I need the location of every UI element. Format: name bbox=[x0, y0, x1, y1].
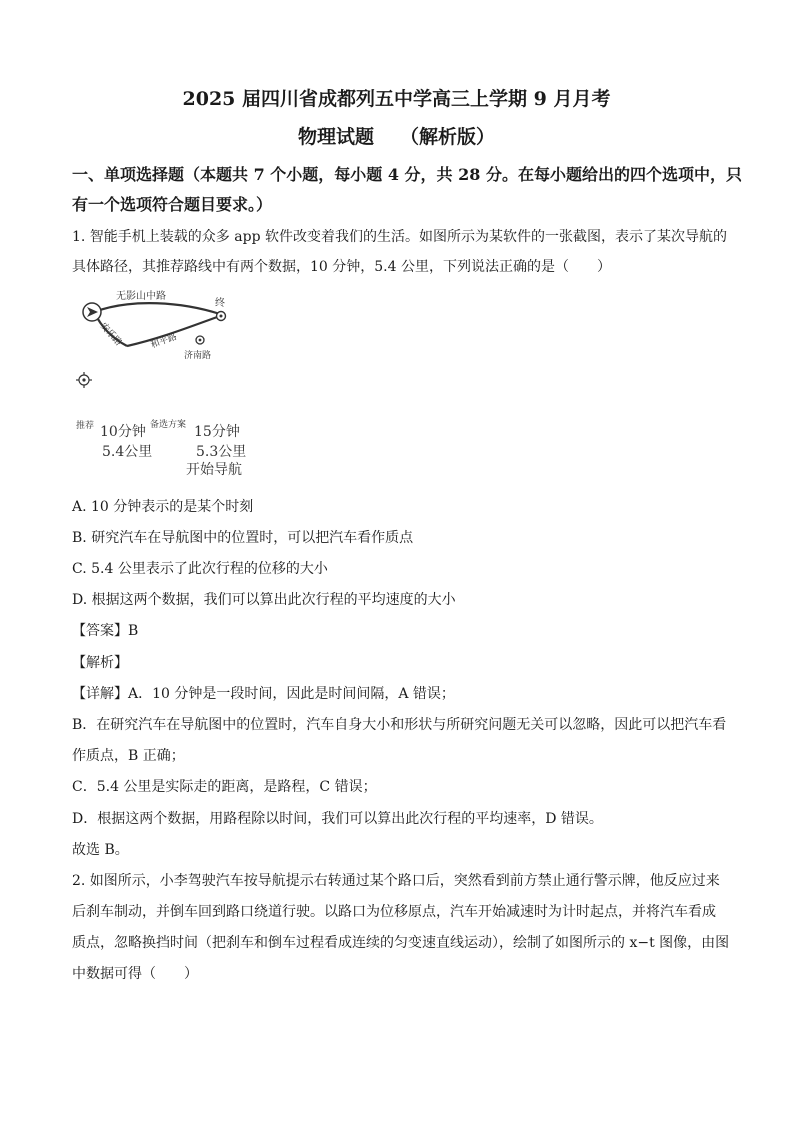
q1-answer bbox=[72, 620, 732, 640]
q2-stem-line: 质点，忽略换挡时间（把刹车和倒车过程看成连续的匀变速直线运动），绘制了如图所示的 x−t 图像，由图 bbox=[72, 935, 730, 951]
q1-detail-line: 【详解】A．10 分钟是一段时间，因此是时间间隔，A 错误； bbox=[72, 686, 455, 702]
q1-option-b: B. 研究汽车在导航图中的位置时，可以把汽车看作质点 bbox=[72, 530, 414, 546]
alt-route-tag: 备选方案 bbox=[150, 420, 187, 430]
q1-stem-line1: 1. 智能手机上装载的众多 app 软件改变着我们的生活。如图所示为某软件的一张截图，表示了某次导航的 bbox=[72, 229, 727, 245]
subtitle-edition: （解析版） bbox=[400, 126, 496, 148]
poi-marker-dot bbox=[199, 339, 202, 342]
road-label-top: 无影山中路 bbox=[116, 291, 166, 302]
exam-title: 2025 届四川省成都列五中学高三上学期 9 月月考 bbox=[182, 88, 611, 110]
q1-detail-line: D．根据这两个数据，用路程除以时间，我们可以算出此次行程的平均速率，D 错误。 bbox=[72, 811, 603, 827]
navigation-map-svg bbox=[72, 288, 262, 488]
q2-stem-line: 后刹车制动，并倒车回到路口绕道行驶。以路口为位移原点，汽车开始减速时为计时起点，并将汽车看成 bbox=[72, 904, 716, 920]
q1-option-a: A. 10 分钟表示的是某个时刻 bbox=[72, 499, 254, 515]
q1-detail-line: 故选 B。 bbox=[72, 842, 129, 858]
start-navigation-button[interactable]: 开始导航 bbox=[186, 462, 242, 478]
road-label-mid: 和平路 bbox=[149, 332, 179, 351]
q1-stem-line2: 具体路径，其推荐路线中有两个数据，10 分钟，5.4 公里，下列说法正确的是（ ） bbox=[72, 259, 611, 275]
recommend-tag: 推荐 bbox=[76, 421, 95, 431]
q1-detail-line: 作质点，B 正确； bbox=[72, 748, 185, 764]
exam-subtitle bbox=[0, 122, 793, 149]
q1-detail-line: B．在研究汽车在导航图中的位置时，汽车自身大小和形状与所研究问题无关可以忽略，因此可以把汽车看 bbox=[72, 717, 727, 733]
answer-tag: 【答案】 bbox=[72, 623, 128, 639]
section-heading-line1: 一、单项选择题（本题共 7 个小题，每小题 4 分，共 28 分。在每小题给出的四个选项中，只 bbox=[72, 165, 742, 184]
road-label-poi: 济南路 bbox=[184, 351, 212, 361]
alt-route-distance[interactable]: 5.3公里 bbox=[196, 444, 247, 460]
route-segment-top bbox=[94, 303, 220, 314]
q1-option-d: D. 根据这两个数据，我们可以算出此次行程的平均速度的大小 bbox=[72, 592, 456, 608]
end-marker-dot bbox=[220, 315, 223, 318]
section-heading-line2: 有一个选项符合题目要求。） bbox=[72, 195, 273, 214]
q1-detail-line: C．5.4 公里是实际走的距离，是路程，C 错误； bbox=[72, 779, 377, 795]
q1-analysis-tag: 【解析】 bbox=[72, 655, 128, 671]
end-label: 终 bbox=[215, 298, 225, 309]
recommend-time[interactable]: 10分钟 bbox=[100, 424, 146, 440]
answer-value: B bbox=[128, 623, 139, 639]
q1-option-c: C. 5.4 公里表示了此次行程的位移的大小 bbox=[72, 561, 328, 577]
alt-route-time[interactable]: 15分钟 bbox=[194, 424, 240, 440]
road-label-left: 安乐路 bbox=[97, 321, 124, 349]
q2-stem-line: 中数据可得（ ） bbox=[72, 966, 198, 982]
subtitle-subject: 物理试题 bbox=[297, 126, 374, 148]
recommend-distance[interactable]: 5.4公里 bbox=[102, 444, 153, 460]
locate-icon[interactable] bbox=[76, 372, 92, 388]
q2-stem-line: 2. 如图所示，小李驾驶汽车按导航提示右转通过某个路口后，突然看到前方禁止通行警示牌，他反应过来 bbox=[72, 873, 720, 889]
navigation-map-figure bbox=[72, 288, 262, 488]
